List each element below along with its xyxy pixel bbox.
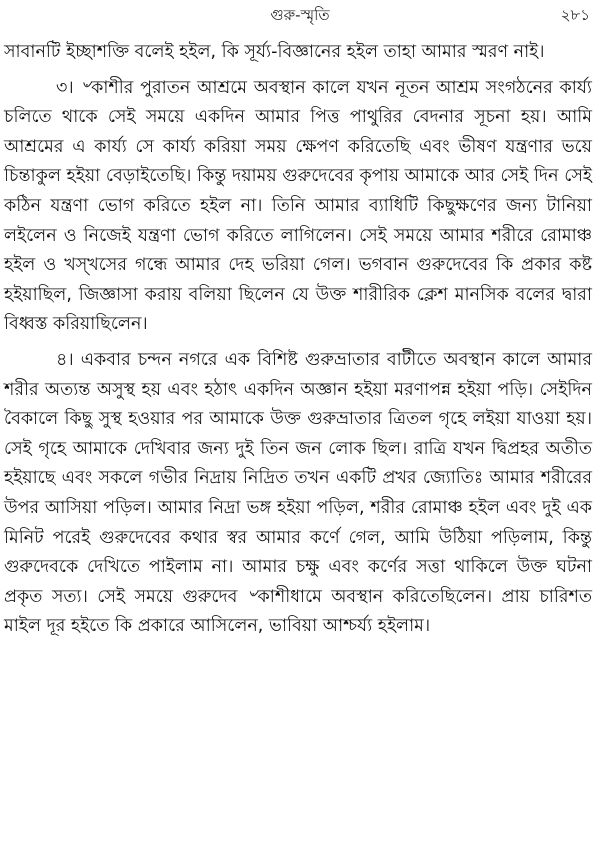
- running-title: গুরু-স্মৃতি: [270, 6, 330, 24]
- page-body: [4, 38, 592, 648]
- page-number: ২৮১: [560, 6, 590, 24]
- paragraph-item-4: ৪। একবার চন্দন নগরে এক বিশিষ্ট গুরুভ্রাতার বাটীতে অবস্থান কালে আমার শরীর অত্যন্ত অসুস্থ হয় এবং হঠাৎ একদিন অজ্ঞান হইয়া মরণাপন্ন হইয়া পড়ি। সেইদিন বৈকালে কিছু সুস্থ হওয়ার পর আমাকে উক্ত গুরুভ্রাতার ত্রিতল গৃহে লইয়া যাওয়া হয়। সেই গৃহে আমাকে দেখিবার জন্য দুই তিন জন লোক ছিল। রাত্রি যখন দ্বিপ্রহর অতীত হইয়াছে এবং সকলে গভীর নিদ্রায় নিদ্রিত তখন একটি প্রখর জ্যোতিঃ আমার শরীরের উপর আসিয়া পড়িল। আমার নিদ্রা ভঙ্গ হইয়া পড়িল, শরীর রোমাঞ্চ হইল এবং দুই এক মিনিট পরেই গুরুদেবের কথার স্বর আমার কর্ণে গেল, আমি উঠিয়া পড়িলাম, কিন্তু গুরুদেবকে দেখিতে পাইলাম না। আমার চক্ষু এবং কর্ণের সত্তা থাকিলে উক্ত ঘটনা প্রকৃত সত্য। সেই সময়ে গুরুদেব ৺কাশীধামে অবস্থান করিতেছিলেন। প্রায় চারিশত মাইল দূর হইতে কি প্রকারে আসিলেন, ভাবিয়া আশ্চর্য্য হইলাম।: [4, 349, 592, 637]
- paragraph-continuation: সাবানটি ইচ্ছাশক্তি বলেই হইল, কি সূর্য্য-বিজ্ঞানের হইল তাহা আমার স্মরণ নাই।: [4, 42, 545, 62]
- paragraph-item-3: ৩। ৺কাশীর পুরাতন আশ্রমে অবস্থান কালে যখন নূতন আশ্রম সংগঠনের কার্য্য চলিতে থাকে সেই সময়ে একদিন আমার পিত্ত পাথুরির বেদনার সূচনা হয়। আমি আশ্রমের এ কার্য্য সে কার্য্য করিয়া সময় ক্ষেপণ করিতেছি এবং ভীষণ যন্ত্রণার ভয়ে চিন্তাকুল হইয়া বেড়াইতেছি। কিন্তু দয়াময় গুরুদেবের কৃপায় আমাকে আর সেই দিন সেই কঠিন যন্ত্রণা ভোগ করিতে হইল না। তিনি আমার ব্যাধিটি কিছুক্ষণের জন্য টানিয়া লইলেন ও নিজেই যন্ত্রণা ভোগ করিতে লাগিলেন। সেই সময়ে আমার শরীরে রোমাঞ্চ হইল ও খস্‌খসের গন্ধে আমার দেহ ভরিয়া গেল। ভগবান গুরুদেবের কি প্রকার কষ্ট হইয়াছিল, জিজ্ঞাসা করায় বলিয়া ছিলেন যে উক্ত শারীরিক ক্লেশ মানসিক বলের দ্বারা বিধ্বস্ত করিয়াছিলেন।: [4, 77, 592, 335]
- page-header: [0, 2, 600, 28]
